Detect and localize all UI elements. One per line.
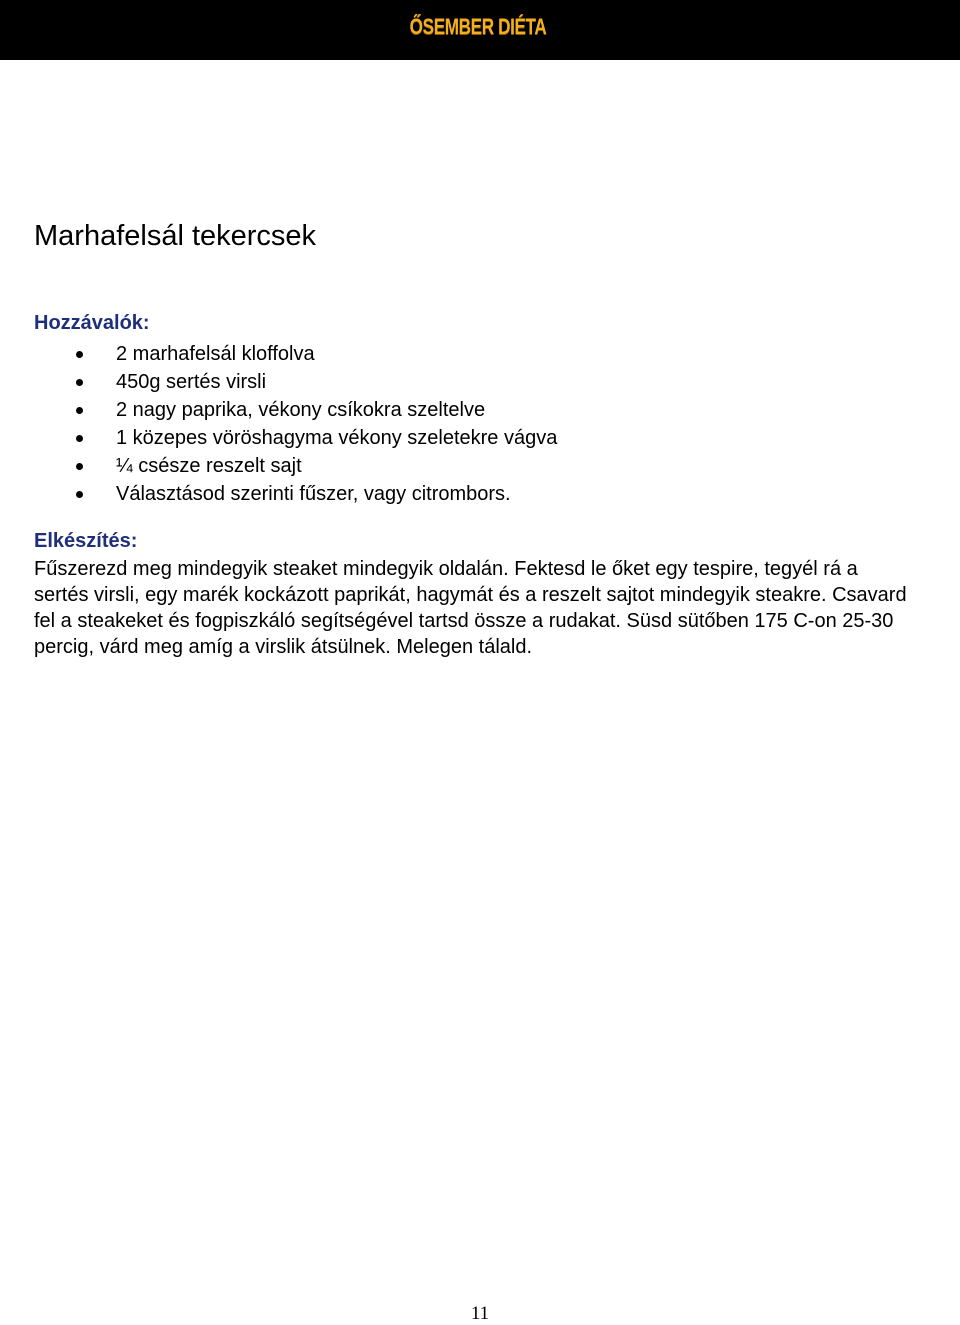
ingredients-list — [34, 340, 914, 508]
ingredient-item — [34, 480, 914, 508]
bullet-icon — [76, 435, 83, 442]
ingredient-text: Választásod szerinti fűszer, vagy citrombors. — [116, 483, 511, 505]
ingredient-text: 450g sertés virsli — [116, 371, 267, 393]
header-bar — [0, 0, 960, 60]
ingredient-text: 2 marhafelsál kloffolva — [116, 343, 315, 365]
ingredient-item — [34, 340, 914, 368]
recipe-title: Marhafelsál tekercsek — [34, 220, 317, 252]
ingredients-heading: Hozzávalók: — [34, 312, 150, 334]
preparation-text: Fűszerezd meg mindegyik steaket mindegyik oldalán. Fektesd le őket egy tespire, tegyél rá a sertés virsli, egy marék kockázott paprikát, hagymát és a reszelt sajtot mindegyik steakre. Csavard fel a steakeket és fogpiszkáló segítségével tartsd össze a rudakat. Süsd sütőben 175 C-on 25-30 percig, várd meg amíg a virslik átsülnek. Melegen tálald. — [34, 558, 907, 658]
ingredient-item — [34, 424, 914, 452]
preparation-heading: Elkészítés: — [34, 530, 138, 552]
bullet-icon — [76, 407, 83, 414]
ingredient-item — [34, 452, 914, 480]
brand-logo: ŐSEMBER DIÉTA — [409, 14, 547, 39]
recipe-content — [34, 212, 914, 660]
ingredient-text: 2 nagy paprika, vékony csíkokra szeltelve — [116, 399, 486, 421]
bullet-icon — [76, 379, 83, 386]
bullet-icon — [76, 491, 83, 498]
ingredient-text: ¼ csésze reszelt sajt — [116, 455, 302, 477]
bullet-icon — [76, 351, 83, 358]
page-number: 11 — [470, 1303, 490, 1324]
ingredient-item — [34, 368, 914, 396]
ingredient-item — [34, 396, 914, 424]
bullet-icon — [76, 463, 83, 470]
ingredient-text: 1 közepes vöröshagyma vékony szeletekre vágva — [116, 427, 558, 449]
